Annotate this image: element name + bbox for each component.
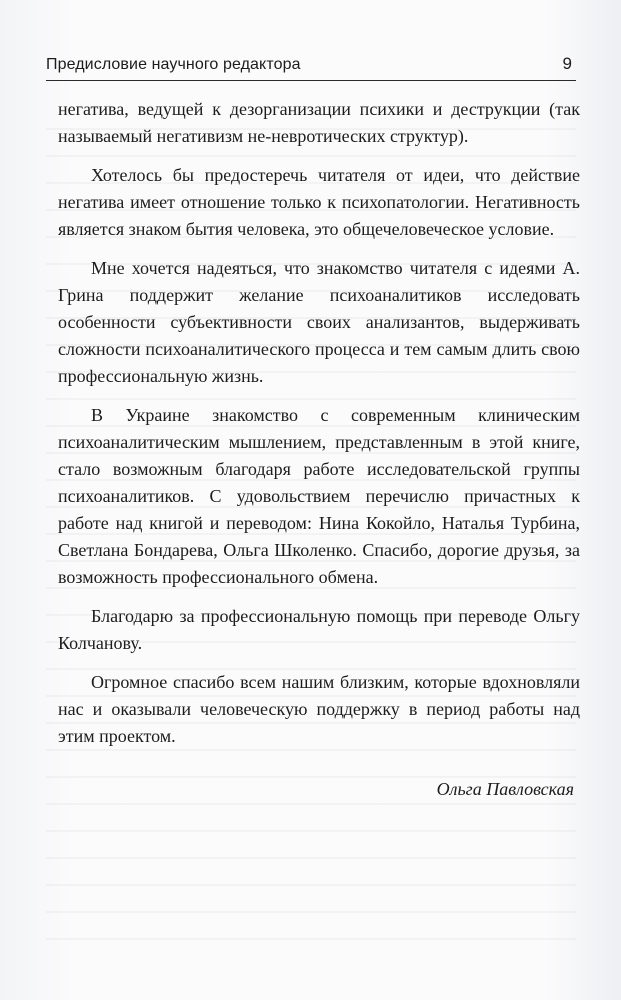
body-text <box>58 96 580 803</box>
paragraph: В Украине знакомство с современным клиническим психоаналитическим мышлением, представленным в этой книге, стало возможным благодаря работе исследовательской группы психоаналитиков. С удовольствием перечислю причастных к работе над книгой и переводом: Нина Кокойло, Наталья Турбина, Светлана Бондарева, Ольга Школенко. Спасибо, дорогие друзья, за возможность профессионального обмена. <box>58 405 580 587</box>
paragraph: Благодарю за профессиональную помощь при переводе Ольгу Колчанову. <box>58 606 580 653</box>
running-title: Предисловие научного редактора <box>46 56 301 73</box>
author-signature: Ольга Павловская <box>436 779 574 799</box>
paragraph: Хотелось бы предостеречь читателя от идеи, что действие негатива имеет отношение только к психопатологии. Негативность является знаком бытия человека, это общечеловеческое условие. <box>58 165 580 239</box>
paragraph: Мне хочется надеяться, что знакомство читателя с идеями А. Грина поддержит желание психоаналитиков исследовать особенности субъективности своих анализантов, выдерживать сложности психоаналитического процесса и тем самым длить свою профессиональную жизнь. <box>58 258 580 386</box>
page-number: 9 <box>562 54 572 73</box>
page-header <box>46 50 576 81</box>
paragraph-continuation: негатива, ведущей к дезорганизации психики и деструкции (так называемый негативизм не-невротических структур). <box>58 99 580 146</box>
paragraph: Огромное спасибо всем нашим близким, которые вдохновляли нас и оказывали человеческую поддержку в период работы над этим проектом. <box>58 672 580 746</box>
